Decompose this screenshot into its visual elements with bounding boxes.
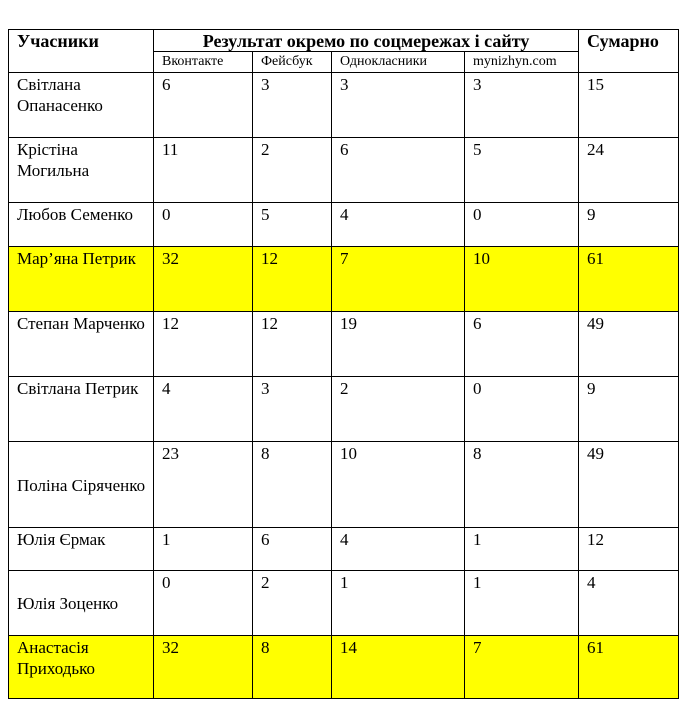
table-row-highlighted <box>9 636 679 699</box>
odnoklassniki-score: 14 <box>332 636 465 699</box>
odnoklassniki-score: 19 <box>332 312 465 377</box>
facebook-score: 2 <box>253 138 332 203</box>
facebook-score: 8 <box>253 442 332 528</box>
facebook-score: 6 <box>253 528 332 571</box>
participant-name: Світлана Опанасенко <box>9 73 154 138</box>
table-row <box>9 312 679 377</box>
facebook-score: 12 <box>253 312 332 377</box>
odnoklassniki-score: 10 <box>332 442 465 528</box>
mynizhyn-score: 1 <box>465 571 579 636</box>
total-score: 12 <box>579 528 679 571</box>
facebook-score: 3 <box>253 377 332 442</box>
participant-name: Анастасія Приходько <box>9 636 154 699</box>
vkontakte-score: 32 <box>154 636 253 699</box>
total-score: 24 <box>579 138 679 203</box>
results-table <box>8 29 679 699</box>
vkontakte-score: 23 <box>154 442 253 528</box>
total-score: 4 <box>579 571 679 636</box>
header-mynizhyn: mynizhyn.com <box>465 52 579 73</box>
facebook-score: 8 <box>253 636 332 699</box>
total-score: 9 <box>579 203 679 247</box>
header-total: Сумарно <box>579 30 679 73</box>
facebook-score: 2 <box>253 571 332 636</box>
total-score: 9 <box>579 377 679 442</box>
total-score: 15 <box>579 73 679 138</box>
header-vkontakte: Вконтакте <box>154 52 253 73</box>
participant-name: Мар’яна Петрик <box>9 247 154 312</box>
table-row <box>9 528 679 571</box>
vkontakte-score: 0 <box>154 571 253 636</box>
odnoklassniki-score: 2 <box>332 377 465 442</box>
table-row <box>9 571 679 636</box>
vkontakte-score: 11 <box>154 138 253 203</box>
total-score: 49 <box>579 312 679 377</box>
vkontakte-score: 4 <box>154 377 253 442</box>
mynizhyn-score: 7 <box>465 636 579 699</box>
participant-name: Світлана Петрик <box>9 377 154 442</box>
participant-name: Юлія Єрмак <box>9 528 154 571</box>
header-results-by-network: Результат окремо по соцмережах і сайту <box>154 30 579 52</box>
participant-name: Любов Семенко <box>9 203 154 247</box>
header-odnoklassniki: Однокласники <box>332 52 465 73</box>
participant-name: Крістіна Могильна <box>9 138 154 203</box>
table-row-highlighted <box>9 247 679 312</box>
odnoklassniki-score: 6 <box>332 138 465 203</box>
header-row-main <box>9 30 679 52</box>
table-row <box>9 203 679 247</box>
mynizhyn-score: 6 <box>465 312 579 377</box>
table-row <box>9 73 679 138</box>
mynizhyn-score: 0 <box>465 377 579 442</box>
facebook-score: 3 <box>253 73 332 138</box>
facebook-score: 5 <box>253 203 332 247</box>
vkontakte-score: 6 <box>154 73 253 138</box>
participant-name: Поліна Сіряченко <box>9 442 154 528</box>
mynizhyn-score: 5 <box>465 138 579 203</box>
vkontakte-score: 12 <box>154 312 253 377</box>
odnoklassniki-score: 4 <box>332 203 465 247</box>
participant-name: Юлія Зоценко <box>9 571 154 636</box>
mynizhyn-score: 10 <box>465 247 579 312</box>
participant-name: Степан Марченко <box>9 312 154 377</box>
total-score: 61 <box>579 636 679 699</box>
mynizhyn-score: 3 <box>465 73 579 138</box>
table-row <box>9 377 679 442</box>
mynizhyn-score: 8 <box>465 442 579 528</box>
mynizhyn-score: 1 <box>465 528 579 571</box>
total-score: 49 <box>579 442 679 528</box>
odnoklassniki-score: 3 <box>332 73 465 138</box>
table-row <box>9 442 679 528</box>
odnoklassniki-score: 4 <box>332 528 465 571</box>
facebook-score: 12 <box>253 247 332 312</box>
total-score: 61 <box>579 247 679 312</box>
header-participants: Учасники <box>9 30 154 73</box>
mynizhyn-score: 0 <box>465 203 579 247</box>
odnoklassniki-score: 7 <box>332 247 465 312</box>
table-row <box>9 138 679 203</box>
vkontakte-score: 0 <box>154 203 253 247</box>
vkontakte-score: 1 <box>154 528 253 571</box>
vkontakte-score: 32 <box>154 247 253 312</box>
header-facebook: Фейсбук <box>253 52 332 73</box>
odnoklassniki-score: 1 <box>332 571 465 636</box>
